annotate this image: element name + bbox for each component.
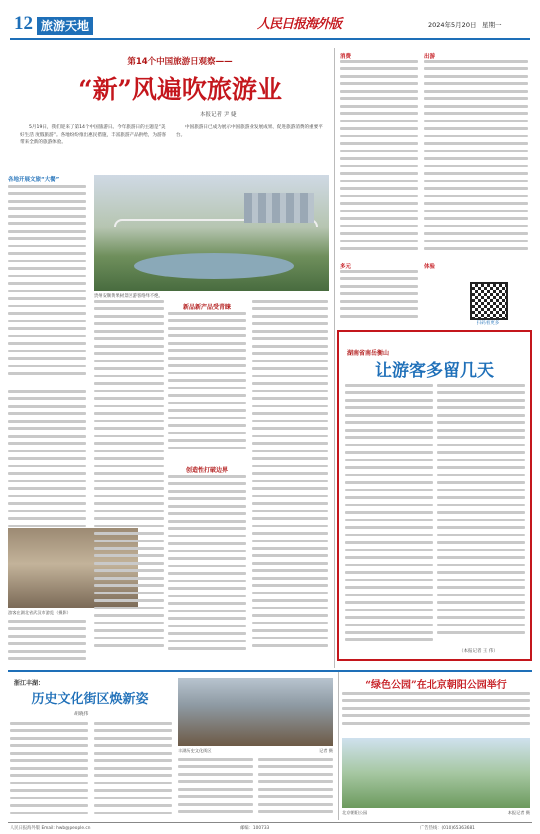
- lead-column-1c: [8, 620, 86, 665]
- header-weekday: 星期一: [482, 21, 502, 29]
- feature-box: [337, 330, 532, 661]
- right-col-heading-3: 出游: [424, 54, 436, 60]
- footer-right: 广告热线：(010)65363681: [420, 826, 475, 831]
- header-date: 2024年5月20日: [428, 21, 477, 29]
- page-number: 12: [14, 13, 33, 34]
- lead-photo-caption: 贵州安顺黄果树景区游客络绎不绝。: [94, 294, 163, 299]
- bottom-left-photo-credit: 记者 摄: [319, 748, 333, 753]
- lead-photo-2-caption: 游客在湖北省武汉市游览（摄影）: [8, 610, 71, 615]
- footer-center: 邮编：100733: [240, 826, 270, 831]
- subhead-3: 创造性打破边界: [185, 467, 228, 474]
- bottom-left-photo: [178, 678, 333, 746]
- right-col-heading-2: 多元: [340, 264, 352, 270]
- photo-river: [134, 253, 294, 279]
- feature-col-2: [437, 384, 525, 644]
- bottom-left-col-3: [178, 758, 253, 818]
- qr-caption: 扫码看更多: [476, 321, 500, 326]
- feature-kicker: 湖南省南岳衡山: [347, 350, 390, 357]
- lead-column-3: [168, 312, 246, 462]
- right-text-1: [340, 60, 418, 260]
- bottom-rule: [8, 670, 532, 672]
- lead-headline: “新”风遍吹旅游业: [78, 75, 282, 104]
- lead-intro-1: 5月19日，我们迎来了第14个中国旅游日。今年旅游日的主题是“美好生活 度假旅游”。各地纷纷推出惠民措施，丰富旅游产品供给，为游客带来全新的旅游体验。: [20, 125, 167, 146]
- bottom-left-photo-caption-text: 丰湖历史文化街区: [178, 748, 212, 753]
- bottom-left-col-2: [94, 722, 172, 817]
- bottom-left-kicker: 浙江丰湖：: [14, 680, 45, 687]
- right-text-1b: [340, 270, 418, 320]
- bottom-right-headline: “绿色公园”在北京朝阳公园举行: [365, 680, 507, 691]
- lead-intro-2: 中国旅游日已成为展示中国旅游业发展成果、促进旅游消费的重要平台。: [176, 125, 323, 138]
- qr-code[interactable]: [470, 282, 508, 320]
- lead-photo: [94, 175, 329, 291]
- lead-kicker: 第14个中国旅游日观察——: [127, 57, 233, 67]
- feature-headline: 让游客多留几天: [375, 361, 494, 381]
- lead-byline: 本报记者 尹 婕: [200, 112, 237, 118]
- bottom-divider: [338, 672, 339, 820]
- feature-byline: （本报记者 王 伟）: [459, 649, 498, 654]
- lead-column-2: [94, 300, 164, 665]
- bottom-left-headline: 历史文化街区焕新姿: [31, 692, 149, 707]
- right-col-heading-1: 消费: [340, 54, 352, 60]
- bottom-left-col-4: [258, 758, 333, 818]
- subhead-1: 各地开展文旅“大餐”: [8, 177, 60, 183]
- bottom-left-photo-caption: [178, 748, 333, 754]
- footer-left: 人民日报海外版 Email: hwb@people.cn: [10, 826, 91, 831]
- header-rule: [10, 38, 530, 40]
- feature-col-1: [345, 384, 433, 654]
- bottom-left-col-1: [10, 722, 88, 817]
- lead-column-4: [252, 300, 328, 665]
- lead-column-3b: [168, 475, 246, 665]
- bottom-right-photo-credit: 本报记者 摄: [507, 810, 530, 815]
- right-text-2: [424, 60, 528, 260]
- bottom-right-photo-caption-text: 北京朝阳公园: [342, 810, 368, 815]
- bottom-right-photo: [342, 738, 530, 808]
- bottom-right-text: [342, 692, 530, 732]
- column-divider: [334, 48, 335, 668]
- subhead-2: 新品新产品受青睐: [182, 304, 231, 311]
- footer-rule: [8, 822, 532, 823]
- photo-buildings: [244, 193, 314, 223]
- header-bar: [0, 0, 540, 46]
- masthead-logo: 人民日报海外版: [257, 16, 342, 31]
- lead-column-1: [8, 185, 86, 385]
- bottom-right-photo-caption: [342, 810, 530, 816]
- bottom-left-byline: 胡晓伟: [74, 712, 89, 717]
- right-col-heading-4: 体验: [424, 264, 436, 270]
- section-label: 旅游天地: [37, 17, 93, 35]
